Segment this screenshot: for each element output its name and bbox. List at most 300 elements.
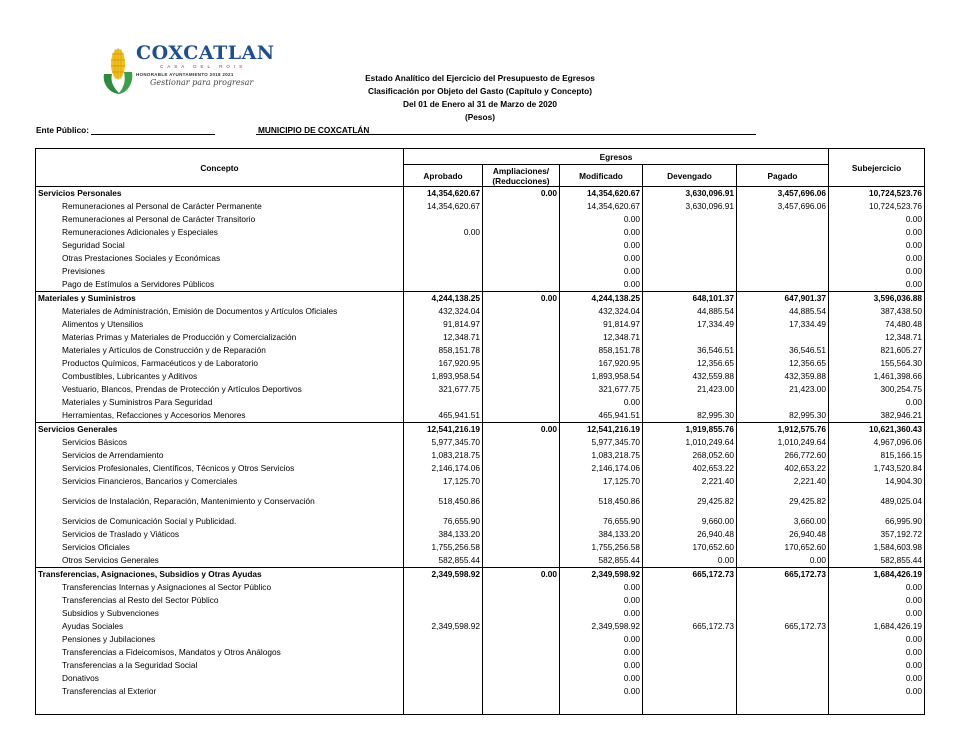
cell-concepto: Servicios de Comunicación Social y Publicidad. bbox=[36, 515, 404, 528]
cell-concepto: Servicios Profesionales, Científicos, Técnicos y Otros Servicios bbox=[36, 462, 404, 475]
cell-ampliaciones bbox=[483, 383, 560, 396]
cell-ampliaciones bbox=[483, 265, 560, 278]
table-row bbox=[36, 554, 925, 568]
table-row bbox=[36, 449, 925, 462]
table-row bbox=[36, 488, 925, 515]
cell-pagado bbox=[737, 278, 829, 292]
cell-pagado bbox=[737, 594, 829, 607]
cell-aprobado: 1,755,256.58 bbox=[404, 541, 483, 554]
cell-concepto: Servicios Generales bbox=[36, 423, 404, 437]
cell-concepto: Remuneraciones al Personal de Carácter Transitorio bbox=[36, 213, 404, 226]
cell-devengado: 170,652.60 bbox=[643, 541, 737, 554]
cell-ampliaciones bbox=[483, 633, 560, 646]
table-row bbox=[36, 515, 925, 528]
cell-aprobado: 384,133.20 bbox=[404, 528, 483, 541]
table-row bbox=[36, 265, 925, 278]
cell-devengado: 17,334.49 bbox=[643, 318, 737, 331]
cell-modificado: 432,324.04 bbox=[560, 305, 643, 318]
cell-aprobado bbox=[404, 213, 483, 226]
cell-devengado bbox=[643, 646, 737, 659]
table-row bbox=[36, 409, 925, 423]
cell-ampliaciones: 0.00 bbox=[483, 292, 560, 306]
cell-ampliaciones bbox=[483, 252, 560, 265]
cell-aprobado: 5,977,345.70 bbox=[404, 436, 483, 449]
cell-ampliaciones bbox=[483, 226, 560, 239]
cell-devengado: 1,010,249.64 bbox=[643, 436, 737, 449]
cell-subejercicio: 0.00 bbox=[829, 594, 925, 607]
cell-pagado: 432,359.88 bbox=[737, 370, 829, 383]
cell-devengado bbox=[643, 252, 737, 265]
cell-modificado: 0.00 bbox=[560, 278, 643, 292]
table-row bbox=[36, 200, 925, 213]
cell-concepto: Transferencias a Fideicomisos, Mandatos y Otros Análogos bbox=[36, 646, 404, 659]
cell-pagado bbox=[737, 239, 829, 252]
cell-ampliaciones bbox=[483, 344, 560, 357]
cell-aprobado bbox=[404, 594, 483, 607]
cell-pagado: 402,653.22 bbox=[737, 462, 829, 475]
cell-subejercicio: 382,946.21 bbox=[829, 409, 925, 423]
cell-subejercicio: 1,743,520.84 bbox=[829, 462, 925, 475]
table-row bbox=[36, 331, 925, 344]
cell-modificado: 4,244,138.25 bbox=[560, 292, 643, 306]
cell-concepto: Servicios de Arrendamiento bbox=[36, 449, 404, 462]
cell-modificado: 0.00 bbox=[560, 672, 643, 685]
cell-subejercicio: 0.00 bbox=[829, 278, 925, 292]
table-row bbox=[36, 659, 925, 672]
report-subtitle: Clasificación por Objeto del Gasto (Capítulo y Concepto) bbox=[367, 86, 593, 96]
cell-devengado bbox=[643, 685, 737, 698]
cell-subejercicio: 10,724,523.76 bbox=[829, 187, 925, 201]
cell-aprobado: 0.00 bbox=[404, 226, 483, 239]
cell-devengado: 2,221.40 bbox=[643, 475, 737, 488]
cell-devengado: 29,425.82 bbox=[643, 488, 737, 515]
cell-concepto: Materiales y Artículos de Construcción y de Reparación bbox=[36, 344, 404, 357]
cell-concepto: Alimentos y Utensilios bbox=[36, 318, 404, 331]
cell-devengado bbox=[643, 581, 737, 594]
cell-devengado: 648,101.37 bbox=[643, 292, 737, 306]
table-row bbox=[36, 581, 925, 594]
table-row bbox=[36, 685, 925, 698]
cell-subejercicio: 0.00 bbox=[829, 265, 925, 278]
cell-ampliaciones: 0.00 bbox=[483, 187, 560, 201]
table-row bbox=[36, 318, 925, 331]
cell-subejercicio: 582,855.44 bbox=[829, 554, 925, 568]
cell-ampliaciones bbox=[483, 672, 560, 685]
table-end-row bbox=[36, 698, 925, 715]
table-row bbox=[36, 436, 925, 449]
cell-devengado: 432,559.88 bbox=[643, 370, 737, 383]
table-row bbox=[36, 252, 925, 265]
cell-concepto: Servicios Básicos bbox=[36, 436, 404, 449]
cell-modificado: 858,151.78 bbox=[560, 344, 643, 357]
header-aprobado: Aprobado bbox=[404, 165, 483, 187]
budget-table bbox=[35, 148, 925, 715]
cell-subejercicio: 0.00 bbox=[829, 226, 925, 239]
report-title: Estado Analítico del Ejercicio del Presupuesto de Egresos bbox=[365, 73, 595, 83]
cell-concepto: Donativos bbox=[36, 672, 404, 685]
cell-modificado: 384,133.20 bbox=[560, 528, 643, 541]
cell-devengado: 12,356.65 bbox=[643, 357, 737, 370]
cell-subejercicio: 0.00 bbox=[829, 581, 925, 594]
table-row bbox=[36, 607, 925, 620]
table-row bbox=[36, 383, 925, 396]
cell-aprobado bbox=[404, 685, 483, 698]
cell-modificado: 14,354,620.67 bbox=[560, 187, 643, 201]
table-row bbox=[36, 633, 925, 646]
cell-concepto: Ayudas Sociales bbox=[36, 620, 404, 633]
cell-concepto: Servicios Personales bbox=[36, 187, 404, 201]
cell-ampliaciones bbox=[483, 659, 560, 672]
cell-modificado: 1,893,958.54 bbox=[560, 370, 643, 383]
cell-subejercicio: 357,192.72 bbox=[829, 528, 925, 541]
cell-pagado bbox=[737, 265, 829, 278]
cell-ampliaciones bbox=[483, 541, 560, 554]
cell-devengado: 82,995.30 bbox=[643, 409, 737, 423]
cell-subejercicio: 0.00 bbox=[829, 659, 925, 672]
cell-devengado: 9,660.00 bbox=[643, 515, 737, 528]
header-pagado: Pagado bbox=[737, 165, 829, 187]
cell-aprobado bbox=[404, 646, 483, 659]
cell-pagado: 266,772.60 bbox=[737, 449, 829, 462]
cell-devengado bbox=[643, 278, 737, 292]
cell-ampliaciones bbox=[483, 396, 560, 409]
table-row bbox=[36, 239, 925, 252]
category-row bbox=[36, 423, 925, 437]
cell-modificado: 0.00 bbox=[560, 239, 643, 252]
header-subejercicio: Subejercicio bbox=[829, 149, 925, 187]
cell-subejercicio: 300,254.75 bbox=[829, 383, 925, 396]
cell-subejercicio: 1,584,603.98 bbox=[829, 541, 925, 554]
cell-modificado: 0.00 bbox=[560, 685, 643, 698]
cell-pagado: 12,356.65 bbox=[737, 357, 829, 370]
cell-devengado bbox=[643, 672, 737, 685]
cell-aprobado: 14,354,620.67 bbox=[404, 200, 483, 213]
cell-modificado: 0.00 bbox=[560, 226, 643, 239]
cell-ampliaciones bbox=[483, 462, 560, 475]
cell-aprobado: 91,814.97 bbox=[404, 318, 483, 331]
cell-aprobado: 2,349,598.92 bbox=[404, 620, 483, 633]
cell-concepto: Materiales de Administración, Emisión de Documentos y Artículos Oficiales bbox=[36, 305, 404, 318]
cell-devengado: 36,546.51 bbox=[643, 344, 737, 357]
cell-aprobado: 1,893,958.54 bbox=[404, 370, 483, 383]
cell-devengado bbox=[643, 331, 737, 344]
cell-aprobado bbox=[404, 396, 483, 409]
cell-concepto: Otros Servicios Generales bbox=[36, 554, 404, 568]
cell-modificado: 2,349,598.92 bbox=[560, 568, 643, 582]
cell-aprobado: 12,541,216.19 bbox=[404, 423, 483, 437]
cell-subejercicio: 1,684,426.19 bbox=[829, 620, 925, 633]
cell-modificado: 91,814.97 bbox=[560, 318, 643, 331]
cell-devengado: 0.00 bbox=[643, 554, 737, 568]
cell-pagado: 1,912,575.76 bbox=[737, 423, 829, 437]
cell-ampliaciones bbox=[483, 646, 560, 659]
table-row bbox=[36, 528, 925, 541]
cell-pagado bbox=[737, 226, 829, 239]
cell-aprobado: 76,655.90 bbox=[404, 515, 483, 528]
cell-concepto: Previsiones bbox=[36, 265, 404, 278]
cell-pagado: 3,457,696.06 bbox=[737, 187, 829, 201]
category-row bbox=[36, 292, 925, 306]
table-row bbox=[36, 370, 925, 383]
cell-concepto: Servicios Financieros, Bancarios y Comerciales bbox=[36, 475, 404, 488]
cell-pagado: 29,425.82 bbox=[737, 488, 829, 515]
cell-subejercicio: 12,348.71 bbox=[829, 331, 925, 344]
cell-pagado: 2,221.40 bbox=[737, 475, 829, 488]
corn-leaf-icon bbox=[100, 44, 136, 96]
cell-pagado: 665,172.73 bbox=[737, 568, 829, 582]
cell-aprobado: 167,920.95 bbox=[404, 357, 483, 370]
cell-concepto: Remuneraciones Adicionales y Especiales bbox=[36, 226, 404, 239]
cell-ampliaciones bbox=[483, 449, 560, 462]
cell-modificado: 321,677.75 bbox=[560, 383, 643, 396]
cell-subejercicio: 0.00 bbox=[829, 252, 925, 265]
cell-ampliaciones: 0.00 bbox=[483, 568, 560, 582]
cell-aprobado: 2,349,598.92 bbox=[404, 568, 483, 582]
cell-devengado bbox=[643, 213, 737, 226]
cell-subejercicio: 0.00 bbox=[829, 396, 925, 409]
cell-devengado bbox=[643, 265, 737, 278]
cell-pagado bbox=[737, 672, 829, 685]
ente-label: Ente Público: bbox=[36, 125, 90, 135]
cell-aprobado: 858,151.78 bbox=[404, 344, 483, 357]
cell-ampliaciones bbox=[483, 620, 560, 633]
cell-concepto: Transferencias Internas y Asignaciones al Sector Público bbox=[36, 581, 404, 594]
cell-subejercicio: 10,621,360.43 bbox=[829, 423, 925, 437]
cell-devengado bbox=[643, 633, 737, 646]
cell-aprobado: 518,450.86 bbox=[404, 488, 483, 515]
cell-subejercicio: 0.00 bbox=[829, 633, 925, 646]
cell-ampliaciones bbox=[483, 488, 560, 515]
cell-modificado: 0.00 bbox=[560, 607, 643, 620]
cell-concepto: Pago de Estímulos a Servidores Públicos bbox=[36, 278, 404, 292]
table-row bbox=[36, 594, 925, 607]
cell-pagado bbox=[737, 213, 829, 226]
cell-ampliaciones bbox=[483, 278, 560, 292]
cell-pagado: 647,901.37 bbox=[737, 292, 829, 306]
cell-aprobado bbox=[404, 581, 483, 594]
cell-concepto: Servicios Oficiales bbox=[36, 541, 404, 554]
cell-pagado bbox=[737, 646, 829, 659]
cell-concepto: Transferencias a la Seguridad Social bbox=[36, 659, 404, 672]
cell-aprobado bbox=[404, 252, 483, 265]
cell-concepto: Pensiones y Jubilaciones bbox=[36, 633, 404, 646]
cell-concepto: Otras Prestaciones Sociales y Económicas bbox=[36, 252, 404, 265]
cell-modificado: 582,855.44 bbox=[560, 554, 643, 568]
cell-pagado: 170,652.60 bbox=[737, 541, 829, 554]
header-devengado: Devengado bbox=[643, 165, 737, 187]
cell-devengado: 3,630,096.91 bbox=[643, 200, 737, 213]
cell-aprobado: 1,083,218.75 bbox=[404, 449, 483, 462]
table-row bbox=[36, 475, 925, 488]
cell-ampliaciones bbox=[483, 200, 560, 213]
cell-modificado: 1,083,218.75 bbox=[560, 449, 643, 462]
table-row bbox=[36, 396, 925, 409]
cell-aprobado bbox=[404, 239, 483, 252]
cell-ampliaciones bbox=[483, 318, 560, 331]
cell-devengado: 665,172.73 bbox=[643, 568, 737, 582]
cell-ampliaciones bbox=[483, 213, 560, 226]
cell-ampliaciones bbox=[483, 409, 560, 423]
cell-modificado: 0.00 bbox=[560, 633, 643, 646]
table-row bbox=[36, 305, 925, 318]
cell-subejercicio: 155,564.30 bbox=[829, 357, 925, 370]
cell-pagado bbox=[737, 659, 829, 672]
cell-aprobado bbox=[404, 278, 483, 292]
cell-pagado bbox=[737, 396, 829, 409]
cell-modificado: 465,941.51 bbox=[560, 409, 643, 423]
cell-ampliaciones bbox=[483, 685, 560, 698]
cell-subejercicio: 10,724,523.76 bbox=[829, 200, 925, 213]
cell-ampliaciones bbox=[483, 357, 560, 370]
cell-subejercicio: 1,461,398.66 bbox=[829, 370, 925, 383]
cell-devengado bbox=[643, 239, 737, 252]
logo-line: HONORABLE AYUNTAMIENTO 2018 2021 bbox=[136, 72, 234, 77]
cell-modificado: 2,146,174.06 bbox=[560, 462, 643, 475]
table-body bbox=[36, 187, 925, 715]
cell-ampliaciones bbox=[483, 607, 560, 620]
logo-name: COXCATLAN bbox=[136, 42, 275, 64]
category-row bbox=[36, 187, 925, 201]
header-concepto: Concepto bbox=[36, 149, 404, 187]
ente-value: MUNICIPIO DE COXCATLÁN bbox=[258, 125, 370, 135]
cell-aprobado: 321,677.75 bbox=[404, 383, 483, 396]
cell-modificado: 0.00 bbox=[560, 265, 643, 278]
cell-ampliaciones bbox=[483, 305, 560, 318]
cell-pagado bbox=[737, 331, 829, 344]
coxcatlan-logo bbox=[100, 42, 275, 98]
cell-modificado: 17,125.70 bbox=[560, 475, 643, 488]
cell-aprobado bbox=[404, 672, 483, 685]
cell-concepto: Materiales y Suministros bbox=[36, 292, 404, 306]
cell-concepto: Combustibles, Lubricantes y Aditivos bbox=[36, 370, 404, 383]
cell-concepto: Transferencias al Exterior bbox=[36, 685, 404, 698]
cell-concepto: Materiales y Suministros Para Seguridad bbox=[36, 396, 404, 409]
cell-subejercicio: 66,995.90 bbox=[829, 515, 925, 528]
cell-pagado: 82,995.30 bbox=[737, 409, 829, 423]
cell-concepto: Subsidios y Subvenciones bbox=[36, 607, 404, 620]
report-period: Del 01 de Enero al 31 de Marzo de 2020 bbox=[402, 99, 558, 109]
cell-pagado bbox=[737, 581, 829, 594]
cell-aprobado bbox=[404, 265, 483, 278]
cell-concepto: Servicios de Instalación, Reparación, Mantenimiento y Conservación bbox=[36, 488, 404, 515]
cell-subejercicio: 489,025.04 bbox=[829, 488, 925, 515]
cell-pagado: 3,457,696.06 bbox=[737, 200, 829, 213]
cell-ampliaciones bbox=[483, 331, 560, 344]
cell-modificado: 0.00 bbox=[560, 252, 643, 265]
table-row bbox=[36, 620, 925, 633]
cell-subejercicio: 0.00 bbox=[829, 213, 925, 226]
cell-aprobado bbox=[404, 659, 483, 672]
cell-modificado: 518,450.86 bbox=[560, 488, 643, 515]
table-row bbox=[36, 357, 925, 370]
cell-concepto: Seguridad Social bbox=[36, 239, 404, 252]
cell-concepto: Servicios de Traslado y Viáticos bbox=[36, 528, 404, 541]
logo-slogan: Gestionar para progresar bbox=[150, 78, 254, 87]
cell-devengado: 44,885.54 bbox=[643, 305, 737, 318]
cell-devengado: 402,653.22 bbox=[643, 462, 737, 475]
cell-pagado: 44,885.54 bbox=[737, 305, 829, 318]
cell-modificado: 0.00 bbox=[560, 581, 643, 594]
cell-devengado: 665,172.73 bbox=[643, 620, 737, 633]
cell-aprobado: 14,354,620.67 bbox=[404, 187, 483, 201]
cell-modificado: 2,349,598.92 bbox=[560, 620, 643, 633]
cell-subejercicio: 387,438.50 bbox=[829, 305, 925, 318]
cell-subejercicio: 0.00 bbox=[829, 239, 925, 252]
cell-concepto: Transferencias al Resto del Sector Público bbox=[36, 594, 404, 607]
cell-pagado: 21,423.00 bbox=[737, 383, 829, 396]
cell-modificado: 167,920.95 bbox=[560, 357, 643, 370]
cell-subejercicio: 0.00 bbox=[829, 646, 925, 659]
cell-modificado: 5,977,345.70 bbox=[560, 436, 643, 449]
cell-pagado: 17,334.49 bbox=[737, 318, 829, 331]
cell-concepto: Vestuario, Blancos, Prendas de Protección y Artículos Deportivos bbox=[36, 383, 404, 396]
cell-aprobado bbox=[404, 607, 483, 620]
table-row bbox=[36, 646, 925, 659]
cell-pagado: 36,546.51 bbox=[737, 344, 829, 357]
cell-pagado: 3,660.00 bbox=[737, 515, 829, 528]
cell-aprobado bbox=[404, 633, 483, 646]
cell-devengado: 1,919,855.76 bbox=[643, 423, 737, 437]
cell-aprobado: 432,324.04 bbox=[404, 305, 483, 318]
cell-devengado bbox=[643, 659, 737, 672]
cell-pagado bbox=[737, 607, 829, 620]
table-row bbox=[36, 344, 925, 357]
cell-concepto: Productos Químicos, Farmacéuticos y de Laboratorio bbox=[36, 357, 404, 370]
header-ampliaciones: Ampliaciones/ (Reducciones) bbox=[483, 165, 560, 187]
cell-ampliaciones bbox=[483, 239, 560, 252]
cell-devengado bbox=[643, 594, 737, 607]
category-row bbox=[36, 568, 925, 582]
table-row bbox=[36, 541, 925, 554]
cell-subejercicio: 0.00 bbox=[829, 672, 925, 685]
cell-modificado: 1,755,256.58 bbox=[560, 541, 643, 554]
cell-concepto: Materias Primas y Materiales de Producción y Comercialización bbox=[36, 331, 404, 344]
cell-subejercicio: 4,967,096.06 bbox=[829, 436, 925, 449]
cell-ampliaciones: 0.00 bbox=[483, 423, 560, 437]
cell-pagado: 1,010,249.64 bbox=[737, 436, 829, 449]
cell-ampliaciones bbox=[483, 581, 560, 594]
cell-devengado bbox=[643, 396, 737, 409]
cell-concepto: Herramientas, Refacciones y Accesorios Menores bbox=[36, 409, 404, 423]
cell-modificado: 14,354,620.67 bbox=[560, 200, 643, 213]
cell-subejercicio: 74,480.48 bbox=[829, 318, 925, 331]
report-currency: (Pesos) bbox=[465, 112, 495, 122]
cell-pagado: 0.00 bbox=[737, 554, 829, 568]
table-row bbox=[36, 462, 925, 475]
table-row bbox=[36, 226, 925, 239]
cell-modificado: 12,541,216.19 bbox=[560, 423, 643, 437]
cell-devengado: 3,630,096.91 bbox=[643, 187, 737, 201]
cell-ampliaciones bbox=[483, 594, 560, 607]
ente-underline-1 bbox=[91, 134, 215, 135]
cell-subejercicio: 14,904.30 bbox=[829, 475, 925, 488]
cell-devengado: 21,423.00 bbox=[643, 383, 737, 396]
cell-modificado: 0.00 bbox=[560, 213, 643, 226]
cell-aprobado: 17,125.70 bbox=[404, 475, 483, 488]
header-egresos: Egresos bbox=[404, 149, 829, 165]
cell-aprobado: 12,348.71 bbox=[404, 331, 483, 344]
header-modificado: Modificado bbox=[560, 165, 643, 187]
cell-pagado: 665,172.73 bbox=[737, 620, 829, 633]
cell-subejercicio: 3,596,036.88 bbox=[829, 292, 925, 306]
cell-concepto: Transferencias, Asignaciones, Subsidios y Otras Ayudas bbox=[36, 568, 404, 582]
cell-pagado: 26,940.48 bbox=[737, 528, 829, 541]
cell-modificado: 0.00 bbox=[560, 396, 643, 409]
cell-devengado bbox=[643, 607, 737, 620]
table-row bbox=[36, 278, 925, 292]
logo-subtitle: CASA DEL ROIS bbox=[160, 64, 247, 69]
table-row bbox=[36, 672, 925, 685]
